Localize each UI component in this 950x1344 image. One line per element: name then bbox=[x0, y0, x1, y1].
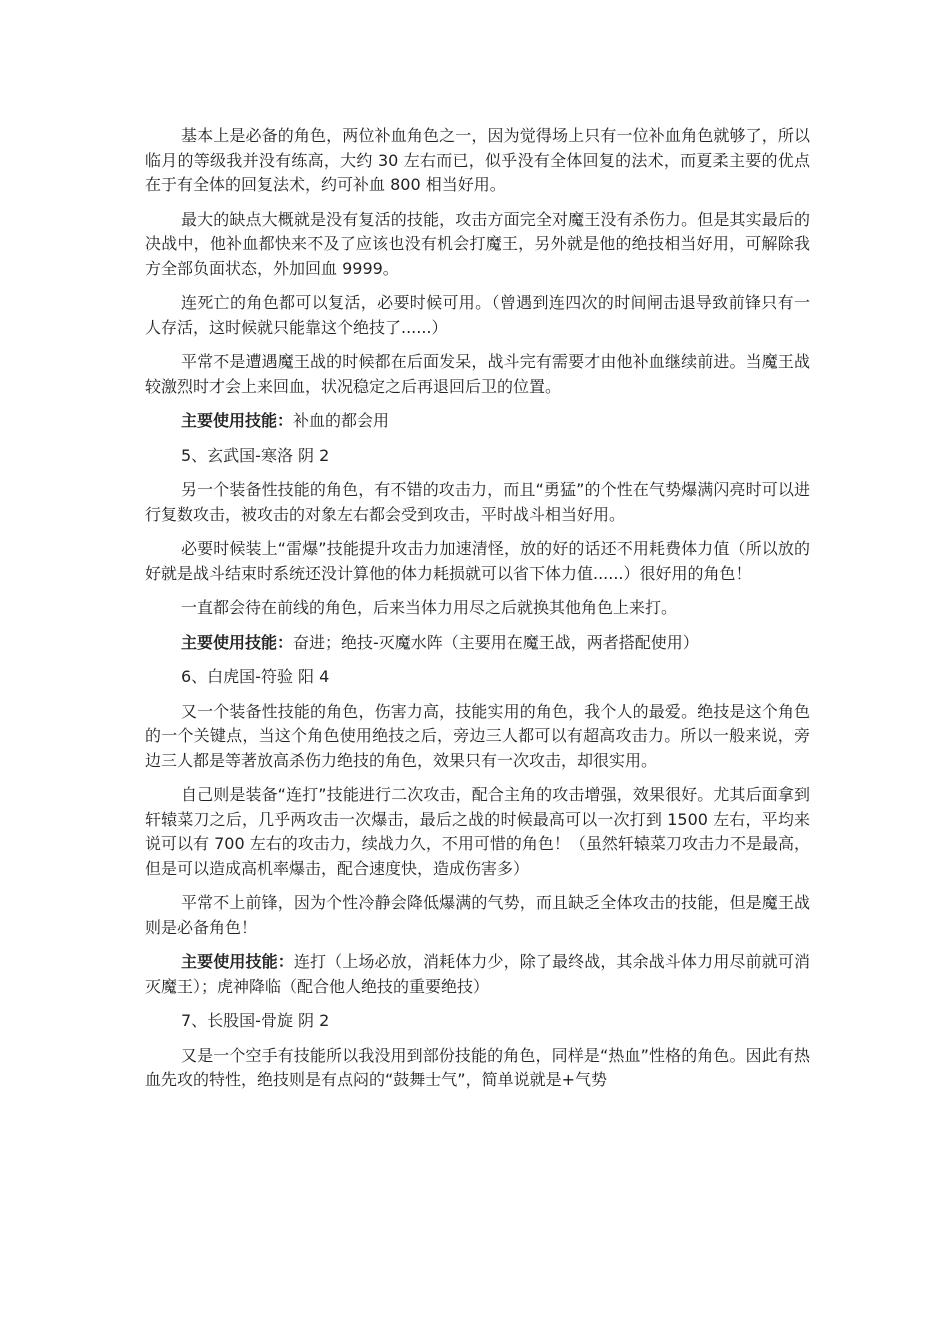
paragraph-text: 又是一个空手有技能所以我没用到部份技能的角色，同样是“热血”性格的角色。因此有热血先攻的特性，绝技则是有点闷的“鼓舞士气”，简单说就是+气势 bbox=[145, 1045, 810, 1089]
character-heading bbox=[145, 665, 810, 690]
character-heading bbox=[145, 1009, 810, 1034]
heading-text: 7、长股国-骨旋 阴 2 bbox=[181, 1011, 330, 1030]
paragraph bbox=[145, 124, 810, 198]
skills-text: 补血的都会用 bbox=[293, 411, 390, 430]
paragraph bbox=[145, 596, 810, 621]
paragraph bbox=[145, 478, 810, 527]
skills-label: 主要使用技能： bbox=[181, 952, 294, 971]
paragraph-text: 最大的缺点大概就是没有复活的技能，攻击方面完全对魔王没有杀伤力。但是其实最后的决战中，他补血都快来不及了应该也没有机会打魔王，另外就是他的绝技相当好用，可解除我方全部负面状态，外加回血 9999。 bbox=[145, 209, 810, 278]
paragraph-text: 自己则是装备“连打”技能进行二次攻击，配合主角的攻击增强，效果很好。尤其后面拿到轩辕菜刀之后，几乎两攻击一次爆击，最后之战的时候最高可以一次打到 1500 左右，平均来说可以有 700 左右的攻击力，续战力久，不用可惜的角色！（虽然轩辕菜刀攻击力不是最高，但是可以造成高机率爆击，配合速度快，造成伤害多） bbox=[145, 785, 810, 878]
paragraph bbox=[145, 350, 810, 399]
heading-text: 6、白虎国-符验 阳 4 bbox=[181, 667, 330, 686]
paragraph bbox=[145, 700, 810, 774]
paragraph bbox=[145, 208, 810, 282]
skills-text: 连打（上场必放，消耗体力少，除了最终战，其余战斗体力用尽前就可消灭魔王）；虎神降临（配合他人绝技的重要绝技） bbox=[145, 952, 810, 996]
skills-label: 主要使用技能： bbox=[181, 411, 294, 430]
paragraph bbox=[145, 1044, 810, 1093]
skills-line bbox=[145, 409, 810, 434]
skills-line bbox=[145, 950, 810, 999]
paragraph bbox=[145, 537, 810, 586]
document-page bbox=[145, 124, 810, 1103]
paragraph-text: 连死亡的角色都可以复活，必要时候可用。（曾遇到连四次的时间闸击退导致前锋只有一人存活，这时候就只能靠这个绝技了......） bbox=[145, 293, 810, 337]
paragraph-text: 平常不是遭遇魔王战的时候都在后面发呆，战斗完有需要才由他补血继续前进。当魔王战较激烈时才会上来回血，状况稳定之后再退回后卫的位置。 bbox=[145, 352, 810, 396]
paragraph bbox=[145, 891, 810, 940]
paragraph bbox=[145, 291, 810, 340]
paragraph-text: 基本上是必备的角色，两位补血角色之一，因为觉得场上只有一位补血角色就够了，所以临月的等级我并没有练高，大约 30 左右而已，似乎没有全体回复的法术，而夏柔主要的优点在于有全体的回复法术，约可补血 800 相当好用。 bbox=[145, 126, 810, 194]
paragraph-text: 另一个装备性技能的角色，有不错的攻击力，而且“勇猛”的个性在气势爆满闪亮时可以进行复数攻击，被攻击的对象左右都会受到攻击，平时战斗相当好用。 bbox=[145, 480, 810, 524]
heading-text: 5、玄武国-寒洛 阴 2 bbox=[181, 445, 330, 465]
skills-line bbox=[145, 631, 810, 656]
skills-label: 主要使用技能： bbox=[181, 632, 294, 652]
paragraph-text: 又一个装备性技能的角色，伤害力高，技能实用的角色，我个人的最爱。绝技是这个角色的一个关键点，当这个角色使用绝技之后，旁边三人都可以有超高攻击力。所以一般来说，旁边三人都是等著放高杀伤力绝技的角色，效果只有一次攻击，却很实用。 bbox=[145, 701, 810, 770]
skills-text: 奋进；绝技-灭魔水阵（主要用在魔王战，两者搭配使用） bbox=[293, 632, 699, 652]
paragraph-text: 必要时候装上“雷爆”技能提升攻击力加速清怪，放的好的话还不用耗费体力值（所以放的好就是战斗结束时系统还没计算他的体力耗损就可以省下体力值......）很好用的角色！ bbox=[145, 539, 810, 583]
paragraph-text: 一直都会待在前线的角色，后来当体力用尽之后就换其他角色上来打。 bbox=[181, 598, 678, 617]
paragraph bbox=[145, 783, 810, 881]
character-heading bbox=[145, 444, 810, 469]
paragraph-text: 平常不上前锋，因为个性冷静会降低爆满的气势，而且缺乏全体攻击的技能，但是魔王战则是必备角色！ bbox=[145, 893, 810, 937]
